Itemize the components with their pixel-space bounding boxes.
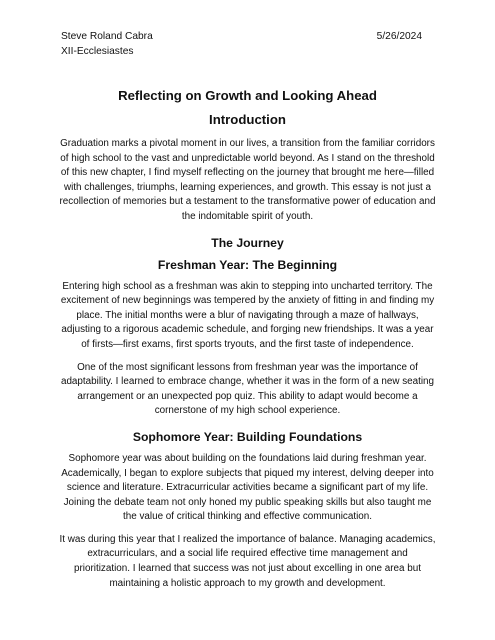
document-title: Reflecting on Growth and Looking Ahead	[118, 88, 377, 103]
document-body	[58, 111, 437, 599]
introduction-paragraph: Graduation marks a pivotal moment in our lives, a transition from the familiar corridors of high school to the vast and unpredictable world beyond. As I stand on the threshold of this new chapter, I find myself reflecting on the journey that brought me here—filled with challenges, triumphs, learning experiences, and growth. This essay is not just a recollection of memories but a testament to the transformative power of education and the indomitable spirit of youth.	[59, 138, 436, 222]
freshman-heading: Freshman Year: The Beginning	[157, 257, 338, 272]
freshman-paragraph-2: One of the most significant lessons from freshman year was the importance of adaptability. I learned to embrace change, whether it was in the form of a new seating arrangement or an unexpected pop quiz. This ability to adapt would become a cornerstone of my high school experience.	[60, 361, 435, 417]
class-section: XII-Ecclesiastes	[61, 46, 134, 57]
author-name: Steve Roland Cabra	[61, 31, 153, 42]
introduction-heading: Introduction	[209, 112, 286, 127]
document-header	[61, 29, 422, 59]
sophomore-paragraph-2: It was during this year that I realized the importance of balance. Managing academics, extracurriculars, and a social life required effective time management and prioritization. I learned that success was not just about excelling in one area but maintaining a holistic approach to my growth and development.	[59, 533, 436, 589]
journey-heading: The Journey	[211, 235, 284, 250]
document-date: 5/26/2024	[376, 31, 422, 42]
sophomore-paragraph-1: Sophomore year was about building on the foundations laid during freshman year. Academically, I began to explore subjects that piqued my interest, delving deeper into science and literature. Extracurricular activities became a significant part of my life. Joining the debate team not only honed my public speaking skills but also taught me the value of critical thinking and effective communication.	[61, 452, 434, 523]
freshman-paragraph-1: Entering high school as a freshman was akin to stepping into uncharted territory. The excitement of new beginnings was tempered by the anxiety of fitting in and finding my place. The initial months were a blur of navigating through a maze of hallways, adjusting to a rigorous academic schedule, and forging new friendships. It was a year of firsts—first exams, first sports tryouts, and the first taste of independence.	[60, 280, 435, 350]
sophomore-heading: Sophomore Year: Building Foundations	[132, 429, 363, 444]
